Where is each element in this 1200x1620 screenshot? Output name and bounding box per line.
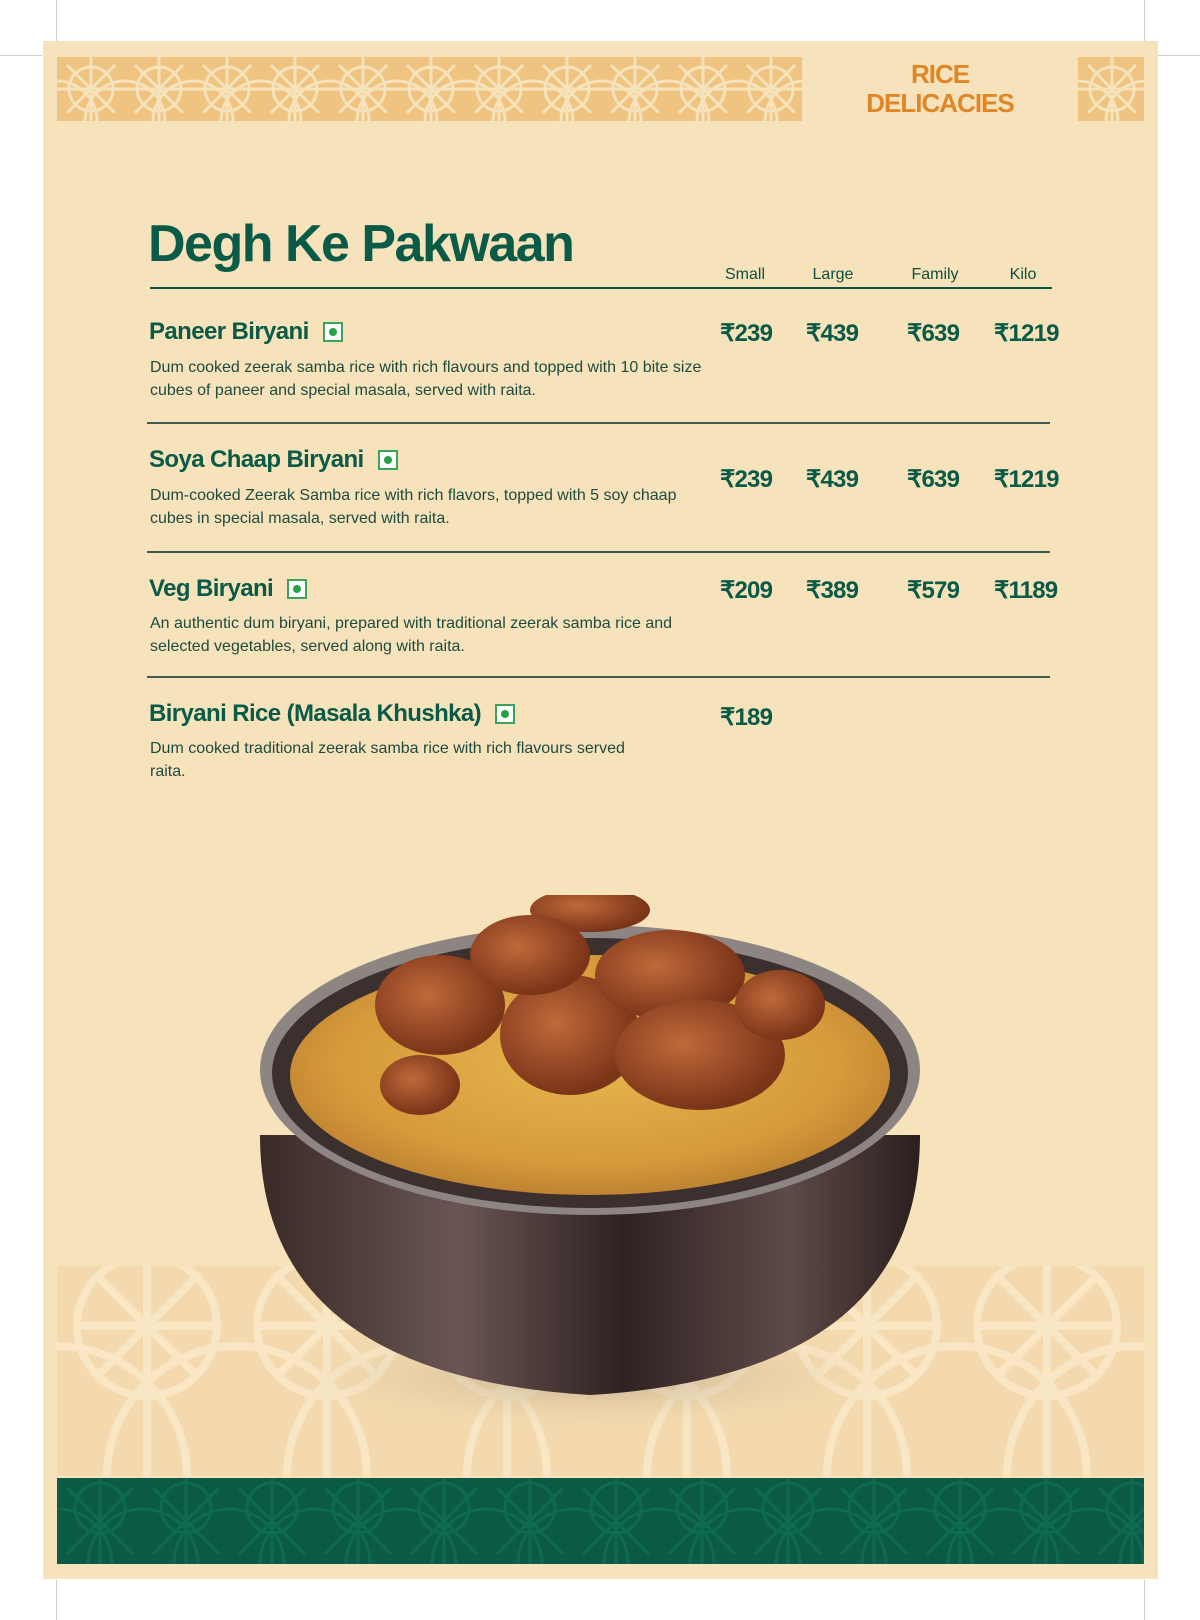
price-kilo: ₹1189 [994, 577, 1058, 604]
price-kilo: ₹1219 [994, 320, 1059, 347]
category-label [805, 57, 1075, 121]
menu-item-name [149, 700, 515, 728]
price-large: ₹439 [806, 320, 859, 347]
section-title: Degh Ke Pakwaan [148, 215, 574, 273]
item-name-text: Paneer Biryani [149, 318, 309, 345]
header-rule [150, 287, 1052, 289]
price-large: ₹439 [806, 466, 859, 493]
item-name-text: Soya Chaap Biryani [149, 446, 364, 473]
divider [147, 676, 1050, 678]
menu-item-description: Dum cooked traditional zeerak samba rice with rich flavours served raita. [150, 740, 625, 780]
price-small: ₹189 [720, 704, 773, 731]
column-header-kilo: Kilo [1009, 266, 1037, 283]
crop-mark [1144, 0, 1145, 42]
crop-mark [1144, 1580, 1145, 1620]
column-header-family: Family [911, 266, 959, 283]
veg-icon [287, 579, 307, 599]
price-small: ₹239 [720, 466, 773, 493]
menu-item-description: An authentic dum biryani, prepared with traditional zeerak samba rice and selected vegetables, served along with raita. [150, 615, 673, 655]
crop-mark [56, 1580, 57, 1620]
divider [147, 422, 1050, 424]
price-family: ₹639 [907, 320, 960, 347]
category-line1: RICE [910, 59, 970, 89]
crop-mark [1158, 55, 1200, 56]
biryani-bowl-image [240, 895, 940, 1455]
menu-item-description: Dum-cooked Zeerak Samba rice with rich flavors, topped with 5 soy chaap cubes in special masala, served with raita. [150, 487, 677, 527]
menu-item-name [149, 318, 343, 346]
veg-icon [323, 322, 343, 342]
column-header-small: Small [724, 266, 765, 283]
crop-mark [0, 55, 42, 56]
price-small: ₹239 [720, 320, 773, 347]
header-pattern-band [57, 57, 802, 121]
category-line2: DELICACIES [866, 88, 1014, 118]
veg-icon [495, 704, 515, 724]
item-name-text: Biryani Rice (Masala Khushka) [149, 700, 482, 727]
menu-item-description: Dum cooked zeerak samba rice with rich flavours and topped with 10 bite size cubes of paneer and special masala, served with raita. [150, 359, 702, 399]
column-header-large: Large [812, 266, 854, 283]
price-kilo: ₹1219 [994, 466, 1059, 493]
price-small: ₹209 [720, 577, 773, 604]
footer-green-band [57, 1478, 1144, 1564]
menu-item-name [149, 575, 307, 603]
menu-item-name [149, 446, 398, 474]
price-family: ₹579 [907, 577, 960, 604]
crop-mark [56, 0, 57, 42]
veg-icon [378, 450, 398, 470]
divider [147, 551, 1050, 553]
header-pattern-band-right [1078, 57, 1144, 121]
item-name-text: Veg Biryani [149, 575, 274, 602]
price-large: ₹389 [806, 577, 859, 604]
price-family: ₹639 [907, 466, 960, 493]
